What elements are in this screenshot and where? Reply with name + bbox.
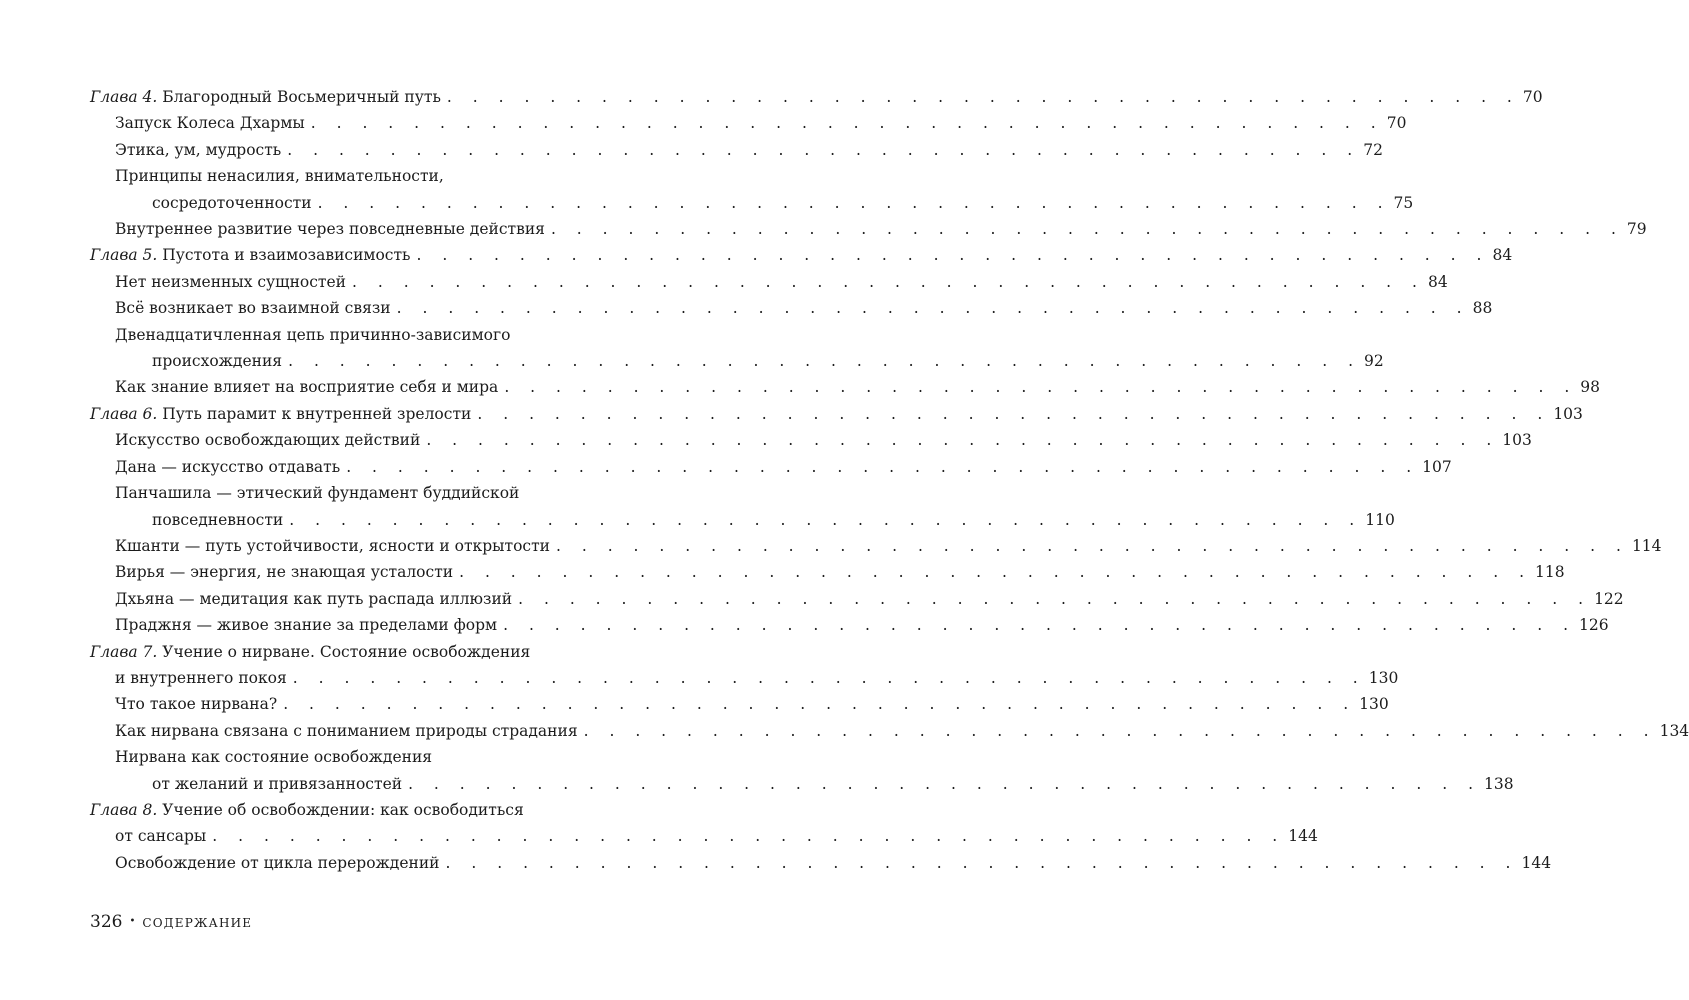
toc-title-line: Благородный Восьмеричный путь xyxy=(157,88,441,106)
toc-title-line: Нирвана как состояние освобождения xyxy=(115,748,433,767)
chapter-label: Глава 8. xyxy=(90,800,158,819)
toc-page-number: 130 xyxy=(1359,695,1389,714)
toc-line xyxy=(115,850,1552,876)
toc-title-line: от сансары xyxy=(115,827,207,846)
toc-entry-text xyxy=(115,691,277,717)
toc-line xyxy=(115,507,1395,533)
toc-entry-text xyxy=(115,744,432,770)
dot-leader: . . . . . . . . . . . . . . . . . . . . . . . . . . . . . . . . . . . . . . . . . . xyxy=(352,272,1425,291)
toc-line xyxy=(115,348,1384,374)
toc-page-number: 72 xyxy=(1363,140,1383,159)
toc-section-entry[interactable] xyxy=(90,110,1407,136)
dot-leader: . . . . . . . . . . . . . . . . . . . . . . . . . . . . . . . . . . . . . . . . . . xyxy=(445,853,1519,872)
toc-page-number: 75 xyxy=(1393,193,1414,212)
toc-title-line: от желаний и привязанностей xyxy=(152,774,403,793)
toc-line xyxy=(90,797,624,823)
dot-leader: . . . . . . . . . . . . . . . . . . . . . . . . . . . . . . . . . . . . . . . . . . xyxy=(504,378,1578,397)
toc-page-number: 134 xyxy=(1659,721,1689,740)
toc-line xyxy=(115,216,1647,242)
toc-entry-text xyxy=(115,665,287,691)
chapter-label: Глава 4. xyxy=(90,88,158,106)
toc-page-number: 103 xyxy=(1502,431,1532,450)
toc-entry-text xyxy=(115,612,497,638)
toc-title-line: Путь парамит к внутренней зрелости xyxy=(157,404,472,423)
dot-leader: . . . . . . . . . . . . . . . . . . . . . . . . . . . . . . . . . . . . . . . . . . xyxy=(289,510,1363,529)
toc-entry-text xyxy=(90,797,524,823)
toc-chapter-entry[interactable] xyxy=(90,797,1318,850)
toc-chapter-entry[interactable] xyxy=(90,84,1543,110)
toc-section-entry[interactable] xyxy=(90,718,1689,744)
toc-title-line: Искусство освобождающих действий xyxy=(115,431,421,450)
toc-line xyxy=(115,374,1600,400)
toc-section-entry[interactable] xyxy=(90,322,1384,375)
toc-entry-text xyxy=(115,533,550,559)
toc-entry-text xyxy=(115,137,281,163)
toc-page-number: 79 xyxy=(1626,220,1647,239)
toc-section-entry[interactable] xyxy=(90,533,1662,559)
toc-line xyxy=(90,639,624,665)
dot-leader: . . . . . . . . . . . . . . . . . . . . . . . . . . . . . . . . . . . . . . . . . . xyxy=(292,668,1366,687)
toc-line xyxy=(115,137,1383,163)
toc-entry-text xyxy=(152,771,402,797)
toc-section-entry[interactable] xyxy=(90,691,1389,717)
toc-page-number: 98 xyxy=(1580,378,1600,397)
toc-entry-text xyxy=(90,84,441,110)
toc-line xyxy=(115,110,1407,136)
toc-line xyxy=(90,84,1543,110)
toc-page-number: 114 xyxy=(1631,536,1662,555)
toc-entry-text xyxy=(115,163,444,189)
toc-section-entry[interactable] xyxy=(90,269,1448,295)
dot-leader: . . . . . . . . . . . . . . . . . . . . . . . . . . . . . . . . . . . . . . . . . . xyxy=(346,457,1420,476)
dot-leader: . . . . . . . . . . . . . . . . . . . . . . . . . . . . . . . . . . . . . . . . . . xyxy=(212,827,1286,846)
toc-line xyxy=(115,612,1609,638)
toc-page-number: 70 xyxy=(1522,88,1543,106)
toc-page-number: 144 xyxy=(1521,853,1552,872)
dot-leader: . . . . . . . . . . . . . . . . . . . . . . . . . . . . . . . . . . . . . . . . . . xyxy=(477,404,1551,423)
toc-entry-text xyxy=(115,718,578,744)
toc-entry-text xyxy=(90,401,471,427)
toc-section-entry[interactable] xyxy=(90,295,1493,321)
toc-line xyxy=(90,665,1399,691)
toc-section-entry[interactable] xyxy=(90,137,1383,163)
toc-page-number: 107 xyxy=(1422,457,1452,476)
toc-entry-text xyxy=(152,507,283,533)
dot-leader: . . . . . . . . . . . . . . . . . . . . . . . . . . . . . . . . . . . . . . . . . . xyxy=(288,352,1362,371)
toc-entry-text xyxy=(115,823,206,849)
dot-leader: . . . . . . . . . . . . . . . . . . . . . . . . . . . . . . . . . . . . . . . . . . xyxy=(408,774,1482,793)
toc-line xyxy=(115,322,624,348)
toc-entry-text xyxy=(115,322,510,348)
toc-line xyxy=(115,771,1514,797)
toc-entry-text xyxy=(115,427,420,453)
toc-line xyxy=(115,559,1565,585)
toc-section-entry[interactable] xyxy=(90,612,1609,638)
toc-title-line: Нет неизменных сущностей xyxy=(115,272,347,291)
toc-page-number: 122 xyxy=(1594,589,1624,608)
toc-page-number: 126 xyxy=(1579,616,1609,635)
toc-title-line: Всё возникает во взаимной связи xyxy=(115,299,391,318)
toc-entry-text xyxy=(90,242,411,268)
toc-line xyxy=(90,401,1583,427)
toc-page-number: 110 xyxy=(1365,510,1395,529)
toc-entry-text xyxy=(115,269,346,295)
toc-line xyxy=(115,533,1662,559)
toc-page-number: 70 xyxy=(1386,114,1407,133)
toc-title-line: Дана — искусство отдавать xyxy=(115,457,341,476)
toc-title-line: Запуск Колеса Дхармы xyxy=(115,114,305,133)
toc-line xyxy=(115,163,624,189)
toc-line xyxy=(90,242,1513,268)
toc-title-line: происхождения xyxy=(152,352,283,371)
toc-line xyxy=(115,744,624,770)
toc-title-line: Этика, ум, мудрость xyxy=(115,140,282,159)
footer-bullet: • xyxy=(129,916,136,927)
toc-title-line: Учение о нирване. Состояние освобождения xyxy=(157,642,531,661)
toc-entry-text xyxy=(115,850,440,876)
toc-section-entry[interactable] xyxy=(90,374,1600,400)
toc-section-entry[interactable] xyxy=(90,427,1532,453)
dot-leader: . . . . . . . . . . . . . . . . . . . . . . . . . . . . . . . . . . . . . . . . . . xyxy=(310,114,1384,133)
dot-leader: . . . . . . . . . . . . . . . . . . . . . . . . . . . . . . . . . . . . . . . . . . xyxy=(396,299,1470,318)
toc-line xyxy=(115,269,1448,295)
toc-section-entry[interactable] xyxy=(90,163,1414,216)
dot-leader: . . . . . . . . . . . . . . . . . . . . . . . . . . . . . . . . . . . . . . . . . . xyxy=(287,140,1361,159)
toc-title-line: Как нирвана связана с пониманием природы страдания xyxy=(115,721,578,740)
page-footer xyxy=(90,912,252,932)
toc-line xyxy=(115,295,1493,321)
toc-section-entry[interactable] xyxy=(90,850,1552,876)
dot-leader: . . . . . . . . . . . . . . . . . . . . . . . . . . . . . . . . . . . . . . . . . . xyxy=(583,721,1657,740)
toc-page-number: 130 xyxy=(1368,668,1399,687)
toc-page-number: 88 xyxy=(1472,299,1493,318)
toc-line xyxy=(115,454,1452,480)
toc-section-entry[interactable] xyxy=(90,559,1565,585)
toc-page-number: 92 xyxy=(1364,352,1384,371)
toc-page-number: 138 xyxy=(1484,774,1514,793)
toc-line xyxy=(90,823,1318,849)
dot-leader: . . . . . . . . . . . . . . . . . . . . . . . . . . . . . . . . . . . . . . . . . . xyxy=(518,589,1592,608)
toc-title-line: Что такое нирвана? xyxy=(115,695,278,714)
toc-entry-text xyxy=(115,454,340,480)
toc-title-line: сосредоточенности xyxy=(152,193,312,212)
toc-title-line: повседневности xyxy=(152,510,284,529)
toc-chapter-entry[interactable] xyxy=(90,401,1583,427)
toc-entry-text xyxy=(115,586,512,612)
toc-section-entry[interactable] xyxy=(90,744,1514,797)
toc-entry-text xyxy=(152,190,312,216)
toc-entry-text xyxy=(115,374,498,400)
toc-page-number: 84 xyxy=(1427,272,1448,291)
toc-chapter-entry[interactable] xyxy=(90,242,1513,268)
toc-page-number: 144 xyxy=(1288,827,1318,846)
toc-line xyxy=(115,586,1624,612)
toc-line xyxy=(115,480,624,506)
toc-title-line: Вирья — энергия, не знающая усталости xyxy=(115,563,454,582)
toc-title-line: Учение об освобождении: как освободиться xyxy=(157,800,524,819)
toc-page-number: 84 xyxy=(1492,246,1513,265)
page-number: 326 xyxy=(90,912,123,932)
toc-title-line: Принципы ненасилия, внимательности, xyxy=(115,167,444,186)
toc-entry-text xyxy=(152,348,282,374)
toc-entry-text xyxy=(115,295,391,321)
toc-section-entry[interactable] xyxy=(90,480,1395,533)
toc-entry-text xyxy=(115,216,545,242)
running-head: СОДЕРЖАНИЕ xyxy=(142,916,253,930)
toc-chapter-entry[interactable] xyxy=(90,639,1399,692)
toc-title-line: Дхьяна — медитация как путь распада иллюзий xyxy=(115,589,513,608)
dot-leader: . . . . . . . . . . . . . . . . . . . . . . . . . . . . . . . . . . . . . . . . . . xyxy=(550,220,1624,239)
dot-leader: . . . . . . . . . . . . . . . . . . . . . . . . . . . . . . . . . . . . . . . . . . xyxy=(283,695,1357,714)
dot-leader: . . . . . . . . . . . . . . . . . . . . . . . . . . . . . . . . . . . . . . . . . . xyxy=(503,616,1577,635)
dot-leader: . . . . . . . . . . . . . . . . . . . . . . . . . . . . . . . . . . . . . . . . . . xyxy=(416,246,1490,265)
toc-title-line: Внутреннее развитие через повседневные действия xyxy=(115,220,545,239)
toc-title-line: Освобождение от цикла перерождений xyxy=(115,853,440,872)
dot-leader: . . . . . . . . . . . . . . . . . . . . . . . . . . . . . . . . . . . . . . . . . . xyxy=(459,563,1533,582)
dot-leader: . . . . . . . . . . . . . . . . . . . . . . . . . . . . . . . . . . . . . . . . . . xyxy=(317,193,1391,212)
toc-entry-text xyxy=(90,639,530,665)
chapter-label: Глава 7. xyxy=(90,642,158,661)
chapter-label: Глава 5. xyxy=(90,246,158,265)
toc-title-line: Двенадцатичленная цепь причинно-зависимого xyxy=(115,325,511,344)
toc-section-entry[interactable] xyxy=(90,216,1647,242)
toc-title-line: Кшанти — путь устойчивости, ясности и открытости xyxy=(115,536,550,555)
toc-line xyxy=(115,190,1414,216)
toc-title-line: Пустота и взаимозависимость xyxy=(157,246,411,265)
toc-line xyxy=(115,718,1689,744)
toc-line xyxy=(115,691,1389,717)
table-of-contents xyxy=(90,84,1689,876)
toc-page-number: 118 xyxy=(1535,563,1565,582)
toc-page-number: 103 xyxy=(1553,404,1583,423)
toc-line xyxy=(115,427,1532,453)
toc-title-line: Панчашила — этический фундамент буддийской xyxy=(115,484,520,503)
toc-entry-text xyxy=(115,559,453,585)
dot-leader: . . . . . . . . . . . . . . . . . . . . . . . . . . . . . . . . . . . . . . . . . . xyxy=(555,536,1629,555)
chapter-label: Глава 6. xyxy=(90,404,158,423)
toc-section-entry[interactable] xyxy=(90,586,1624,612)
toc-title-line: Как знание влияет на восприятие себя и мира xyxy=(115,378,499,397)
toc-title-line: Праджня — живое знание за пределами форм xyxy=(115,616,498,635)
dot-leader: . . . . . . . . . . . . . . . . . . . . . . . . . . . . . . . . . . . . . . . . . . xyxy=(446,88,1520,106)
toc-title-line: и внутреннего покоя xyxy=(115,668,287,687)
toc-entry-text xyxy=(115,110,305,136)
toc-section-entry[interactable] xyxy=(90,454,1452,480)
dot-leader: . . . . . . . . . . . . . . . . . . . . . . . . . . . . . . . . . . . . . . . . . . xyxy=(426,431,1500,450)
toc-entry-text xyxy=(115,480,519,506)
